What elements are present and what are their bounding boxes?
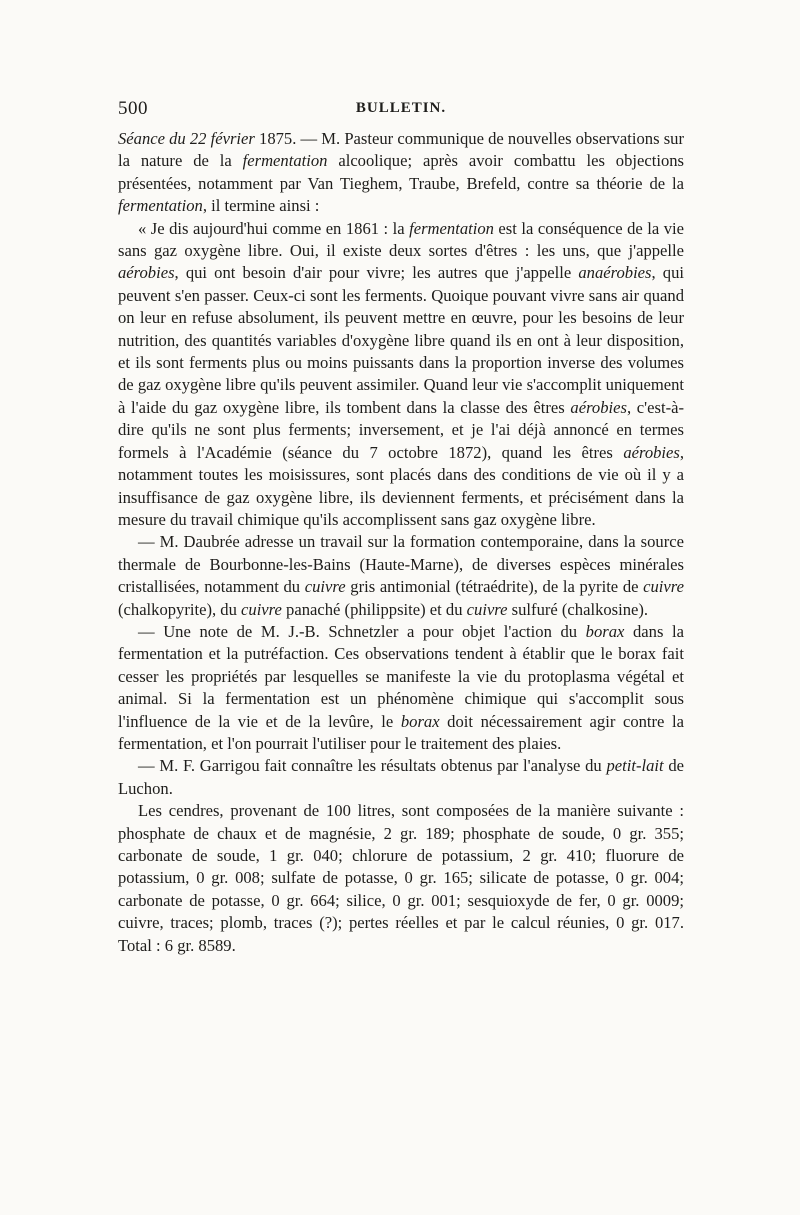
text-run: Les cendres, provenant de 100 litres, sont composées de la manière suivante : phosphate de chaux et de magnésie, 2 gr. 189; phosphate de soude, 0 gr. 355; carbonate de soude, 1 gr. 040; chlorure de potassium, 2 gr. 410; fluorure de potassium, 0 gr. 008; sulfate de potasse, 0 gr. 165; silicate de potasse, 0 gr. 004; carbonate de potasse, 0 gr. 664; silice, 0 gr. 001; sesquioxyde de fer, 0 gr. 0009; cuivre, traces; plomb, traces (?); pertes réelles et par le calcul réunies, 0 gr. 017. Total : 6 gr. 8589.	[118, 801, 684, 955]
italic-term: borax	[585, 621, 625, 641]
running-head	[118, 98, 684, 128]
text-run: « Je dis aujourd'hui comme en 1861 : la	[138, 218, 410, 238]
italic-term: petit-lait	[606, 756, 664, 776]
text-run: est la conséquence de la vie sans gaz oxygène libre. Oui, il existe deux sortes d'êtres : les uns, que j'appelle	[118, 218, 685, 261]
text-run: , qui peuvent s'en passer. Ceux-ci sont les ferments. Quoique pouvant vivre sans air quand on leur en refuse absolument, ils peuvent mettre en œuvre, pour les besoins de leur nutrition, des quantités variables d'oxygène libre quand ils en ont à leur disposition, et ils sont ferments plus ou moins puissants dans la proportion inverse des volumes de gaz oxygène libre qu'ils peuvent assimiler. Quand leur vie s'accomplit uniquement à l'aide du gaz oxygène libre, ils tombent dans la classe des êtres	[118, 263, 684, 417]
body-text	[118, 128, 684, 957]
text-run: , il termine ainsi :	[202, 196, 320, 216]
italic-term: cuivre	[643, 577, 684, 597]
italic-term: aérobies	[570, 397, 627, 417]
italic-term: cuivre	[241, 599, 282, 619]
text-run: — M. F. Garrigou fait connaître les résultats obtenus par l'analyse du	[138, 756, 607, 776]
italic-term: fermentation	[118, 196, 203, 216]
text-run: , c'est-à-dire qu'ils ne sont plus ferments; inversement, et je l'ai déjà annoncé en termes formels à l'Académie (séance du 7 octobre 1872), quand les êtres	[118, 397, 684, 462]
paragraph-schnetzler	[118, 621, 684, 755]
italic-term: Séance du 22 février	[118, 129, 255, 148]
italic-term: fermentation	[242, 151, 328, 171]
text-run: de Luchon.	[118, 756, 685, 798]
text-run: panaché (philippsite) et du	[281, 599, 467, 619]
text-run: — M. Daubrée adresse un travail sur la formation contemporaine, dans la source thermale de Bourbonne-les-Bains (Haute-Marne), de diverses espèces minérales cristallisées, notamment du	[118, 532, 684, 597]
italic-term: aérobies	[623, 442, 680, 462]
italic-term: borax	[400, 711, 440, 731]
page-number: 500	[118, 98, 148, 119]
text-run: , qui ont besoin d'air pour vivre; les autres que j'appelle	[174, 263, 579, 283]
text-run: dans la fermentation et la putréfaction. Ces observations tendent à établir que le borax fait cesser les propriétés par lesquelles se manifeste la vie du protoplasma végétal et animal. Si la fermentation est un phénomène chimique qui s'accomplit sous l'influence de la vie et de la levûre, le	[118, 621, 684, 731]
paragraph-cendres	[118, 800, 684, 957]
paragraph-seance	[118, 128, 684, 218]
paragraph-garrigou	[118, 755, 684, 800]
text-run: alcoolique; après avoir combattu les objections présentées, notamment par Van Tieghem, Traube, Brefeld, contre sa théorie de la	[118, 151, 685, 193]
document-page	[118, 98, 684, 1178]
italic-term: cuivre	[466, 599, 508, 619]
text-run: — Une note de M. J.-B. Schnetzler a pour objet l'action du	[138, 621, 586, 641]
text-run: doit nécessairement agir contre la fermentation, et l'on pourrait l'utiliser pour le traitement des plaies.	[118, 711, 684, 753]
italic-term: aérobies	[118, 263, 175, 283]
text-run: 1875. — M. Pasteur communique de nouvelles observations sur la nature de la	[118, 129, 684, 171]
text-run: gris antimonial (tétraédrite), de la pyrite de	[345, 577, 644, 597]
text-run: , notamment toutes les moisissures, sont placés dans des conditions de vie où il y a insuffisance de gaz oxygène libre, ils deviennent ferments, et précisément dans la mesure du travail chimique qu'ils accomplissent sans gaz oxygène libre.	[118, 442, 684, 529]
italic-term: anaérobies	[578, 263, 652, 283]
paragraph-daubree	[118, 531, 684, 621]
text-run: (chalkopyrite), du	[118, 599, 242, 619]
italic-term: cuivre	[304, 577, 346, 597]
text-run: sulfuré (chalkosine).	[507, 599, 649, 619]
running-title: BULLETIN.	[355, 100, 447, 116]
paragraph-pasteur-quote	[118, 218, 684, 532]
italic-term: fermentation	[409, 218, 494, 238]
